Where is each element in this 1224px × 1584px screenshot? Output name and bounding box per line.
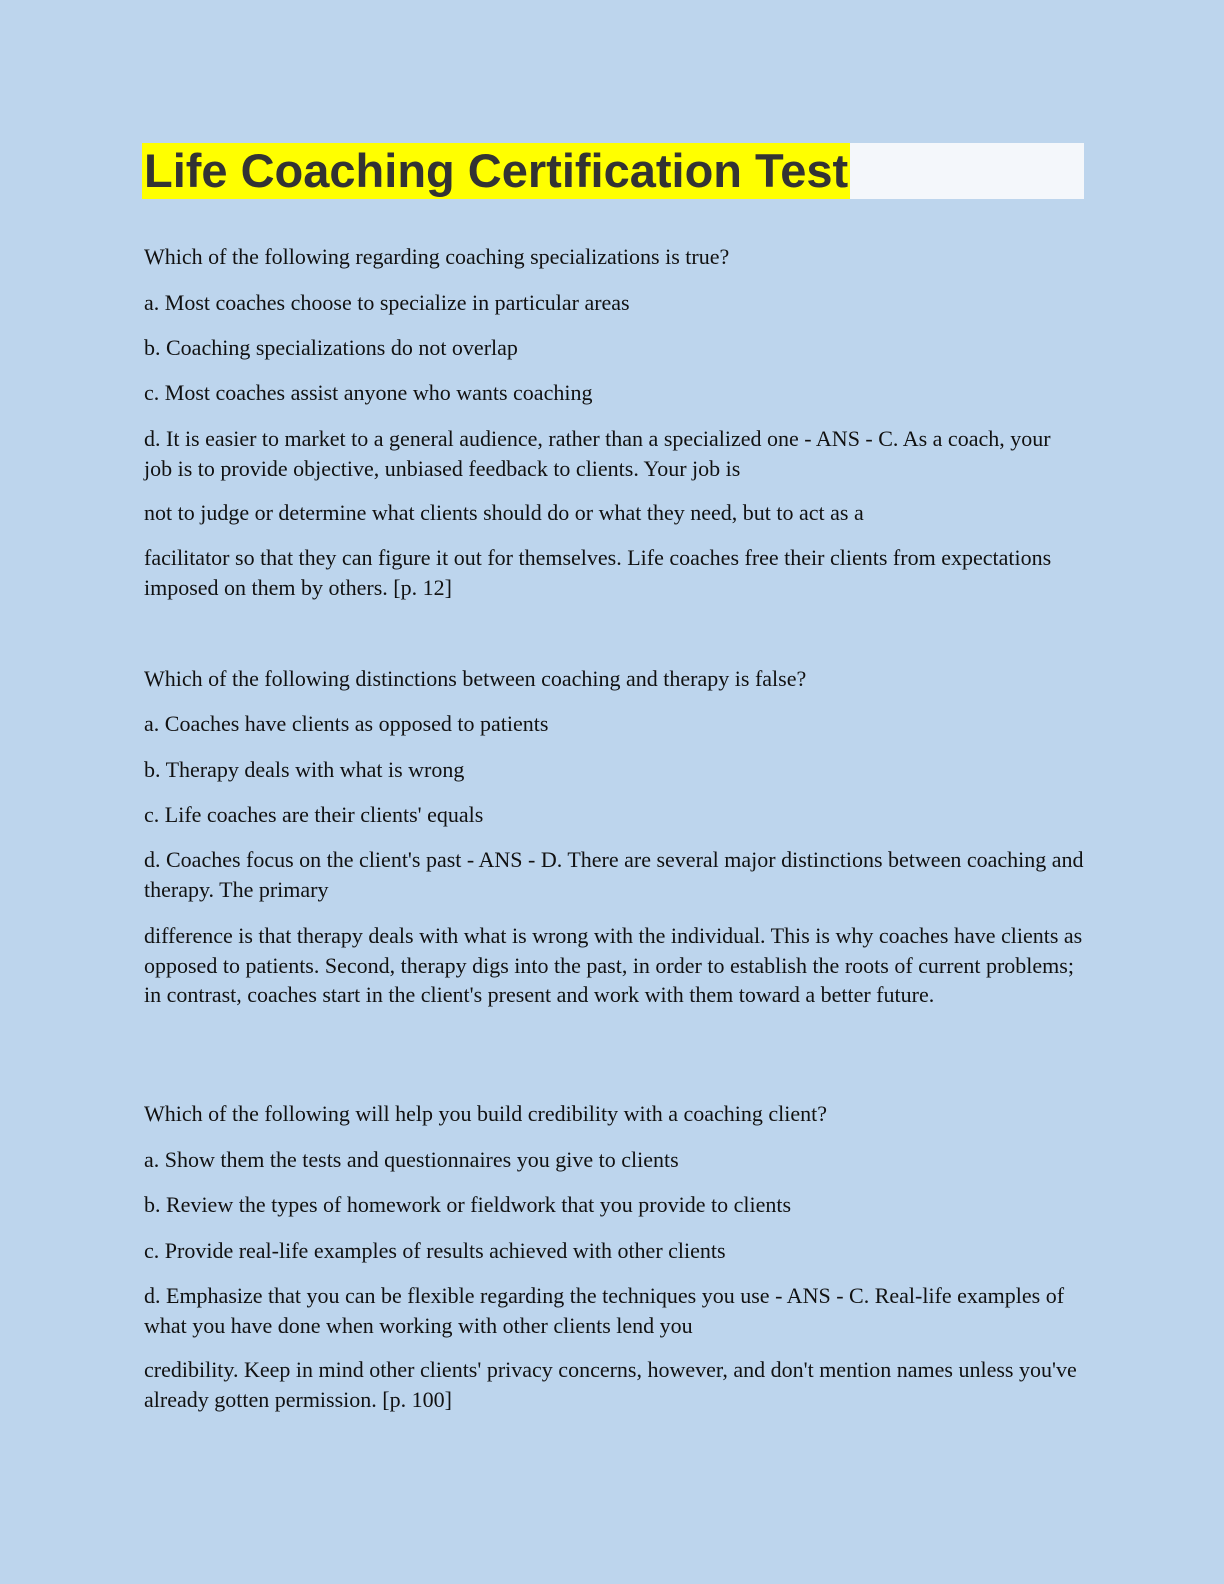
question-1-explanation-1: not to judge or determine what clients should do or what they need, but to act as a (144, 500, 864, 525)
question-2-option-b: b. Therapy deals with what is wrong (144, 757, 465, 782)
question-3-explanation-1: credibility. Keep in mind other clients' privacy concerns, however, and don't mention names unless you've already gotten permission. [p. 100] (144, 1357, 1077, 1412)
question-2-explanation-1: difference is that therapy deals with what is wrong with the individual. This is why coaches have clients as opposed to patients. Second, therapy digs into the past, in order to establish the roots of current problems; in contrast, coaches start in the client's present and work with them toward a better future. (144, 923, 1083, 1007)
question-1-option-b: b. Coaching specializations do not overlap (144, 335, 518, 360)
question-1-option-c: c. Most coaches assist anyone who wants coaching (144, 380, 593, 405)
page-title: Life Coaching Certification Test (144, 144, 849, 197)
question-2-option-d: d. Coaches focus on the client's past - ANS - D. There are several major distinctions between coaching and therapy. The primary (144, 847, 1084, 902)
question-2-text: Which of the following distinctions between coaching and therapy is false? (144, 666, 807, 691)
question-2-option-c: c. Life coaches are their clients' equals (144, 802, 484, 827)
question-3-option-c: c. Provide real-life examples of results achieved with other clients (144, 1238, 726, 1263)
question-3-option-a: a. Show them the tests and questionnaires you give to clients (144, 1147, 679, 1172)
question-1-explanation-2: facilitator so that they can figure it out for themselves. Life coaches free their clients from expectations imposed on them by others. [p. 12] (144, 545, 1052, 600)
question-3-option-b: b. Review the types of homework or fieldwork that you provide to clients (144, 1192, 792, 1217)
question-1-option-d: d. It is easier to market to a general audience, rather than a specialized one - ANS - C. As a coach, your job is to provide objective, unbiased feedback to clients. Your job is (144, 426, 1051, 481)
question-1-option-a: a. Most coaches choose to specialize in particular areas (144, 290, 630, 315)
question-3-option-d: d. Emphasize that you can be flexible regarding the techniques you use - ANS - C. Real-life examples of what you have done when working with other clients lend you (144, 1283, 1065, 1338)
question-1-text: Which of the following regarding coaching specializations is true? (144, 244, 730, 269)
question-3-text: Which of the following will help you build credibility with a coaching client? (144, 1101, 828, 1126)
question-2-option-a: a. Coaches have clients as opposed to patients (144, 711, 549, 736)
